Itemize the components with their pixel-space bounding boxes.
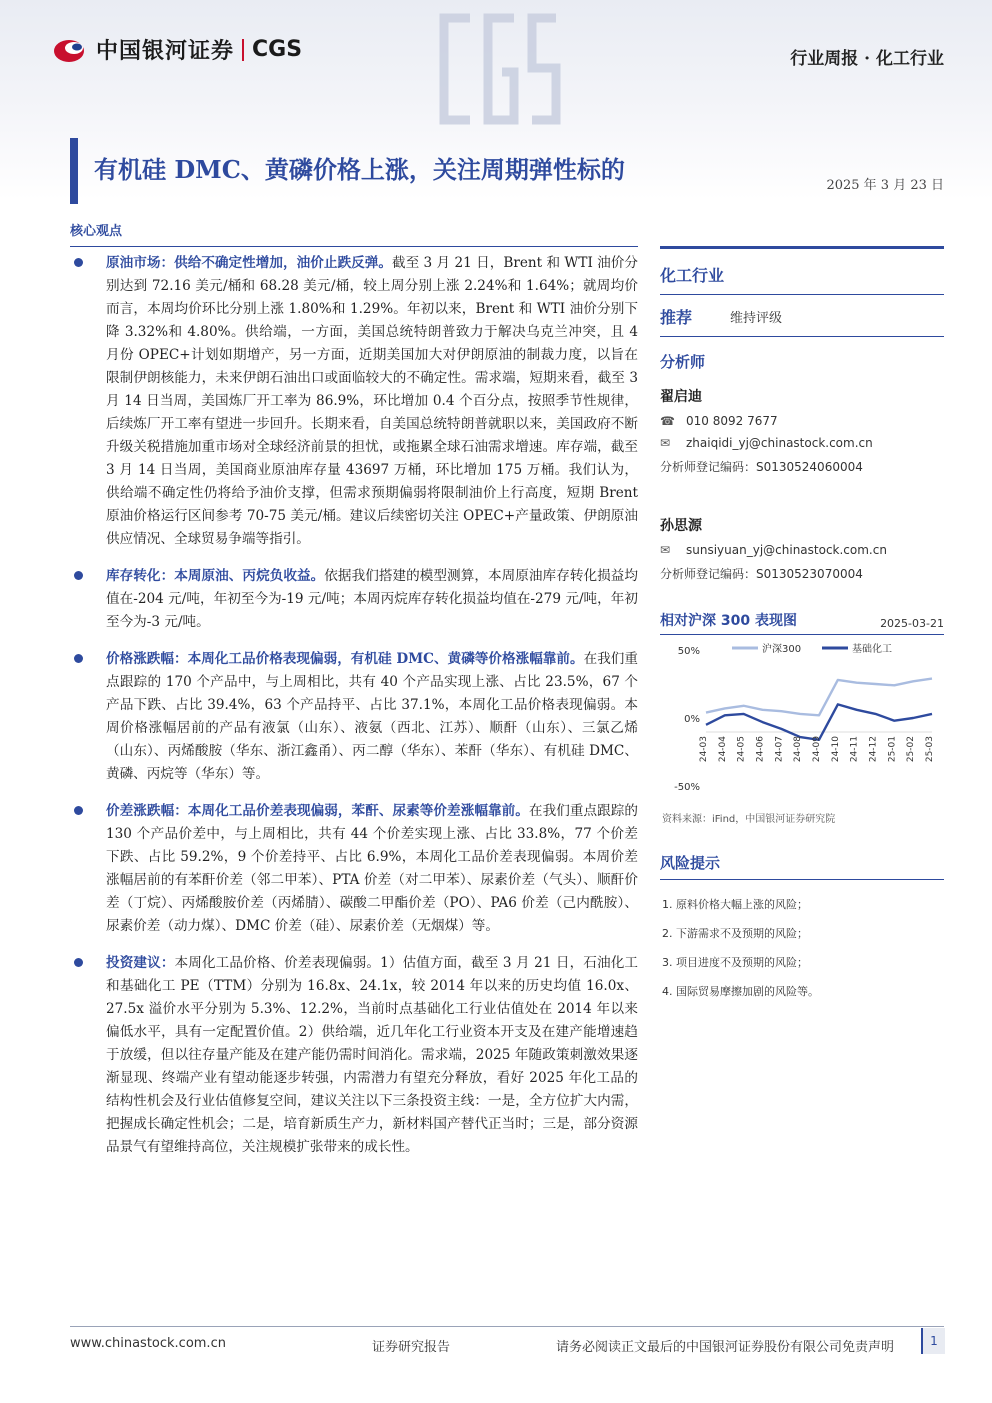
rating-value: 维持评级	[730, 311, 783, 326]
bullet-dot	[74, 571, 83, 580]
sidebar	[660, 246, 944, 582]
bullet-price-change	[70, 648, 638, 786]
x-tick-label: 25-03	[925, 736, 935, 763]
rating-row	[660, 305, 944, 337]
mail-icon: ✉	[660, 436, 671, 450]
risk-heading: 风险提示	[660, 852, 944, 880]
x-tick-label: 24-07	[774, 736, 785, 763]
risk-list	[662, 896, 946, 1012]
mail-icon: ✉	[660, 543, 671, 557]
brand-name-en: CGS	[252, 37, 303, 62]
x-tick-label: 24-05	[736, 736, 747, 763]
divider	[70, 246, 638, 247]
galaxy-logo-icon	[52, 35, 90, 65]
brand-divider	[242, 39, 244, 61]
core-view-list	[70, 252, 638, 1173]
bullet-body: 依据我们搭建的模型测算，本周原油库存转化损益均值在-204 元/吨，年初至今为-19 元/吨；本周丙烷库存转化损益均值在-279 元/吨，年初至今为-3 元/吨。	[106, 568, 639, 630]
risk-item: 3. 项目进度不及预期的风险；	[662, 956, 808, 969]
bullet-head: 原油市场：供给不确定性增加，油价止跌反弹。	[106, 255, 392, 271]
phone-number: 010 8092 7677	[686, 414, 778, 428]
bullet-body: 截至 3 月 21 日，Brent 和 WTI 油价分别达到 72.16 美元/桶和 68.28 美元/桶，较上周分别上涨 2.24%和 1.64%；就周均价而言，本周均价环比分别上涨 1.80%和 1.29%。年初以来，Brent 和 WTI 油价分别下降 3.32%和 4.80%。供给端，一方面，美国总统特朗普致力于解决乌克兰冲突，且 4 月份 OPEC+计划如期增产，另一方面，近期美国加大对伊朗原油的制裁力度，以旨在限制伊朗核能力，未来伊朗石油出口或面临较大的不确定性。需求端，短期来看，截至 3 月 14 日当周，美国炼厂开工率为 86.9%，环比增加 0.4 个百分点，按照季节性规律，后续炼厂开工率有望进一步回升。长期来看，自美国总统特朗普就职以来，美国政府不断升级关税措施加重市场对全球经济前景的担忧，或拖累全球石油需求增速。库存端，截至 3 月 14 日当周，美国商业原油库存量 43697 万桶，环比增加 175 万桶。我们认为，供给端不确定性仍将给予油价支撑，但需求预期偏弱将限制油价上行高度，短期 Brent 原油价格运行区间参考 70-75 美元/桶。建议后续密切关注 OPEC+产量政策、伊朗原油供应情况、全球贸易争端等指引。	[106, 255, 638, 547]
analyst-name: 孙思源	[660, 518, 702, 534]
bullet-body: 在我们重点跟踪的 130 个产品价差中，与上周相比，共有 44 个价差实现上涨、占比 33.8%，77 个价差下跌、占比 59.2%，9 个价差持平、占比 6.9%，本周化工品价差表现偏弱。本周价差涨幅居前的有苯酐价差（邻二甲苯）、PTA 价差（对二甲苯）、尿素价差（气头）、顺酐价差（丁烷）、丙烯酸胺价差（丙烯腈）、碳酸二甲酯价差（PO）、PA6 价差（己内酰胺）、尿素价差（动力煤）、DMC 价差（硅）、尿素价差（无烟煤）等。	[106, 803, 639, 934]
phone-icon: ☎	[660, 414, 675, 428]
x-tick-label: 24-06	[755, 736, 766, 763]
analyst-email[interactable]	[660, 436, 944, 450]
relative-performance-chart	[660, 634, 944, 804]
industry-label: 化工行业	[660, 263, 944, 295]
risk-item: 2. 下游需求不及预期的风险；	[662, 927, 808, 940]
page-number: 1	[921, 1328, 945, 1354]
risk-item: 1. 原料价格大幅上涨的风险；	[662, 898, 808, 911]
analyst-phone	[660, 414, 944, 428]
y-tick-label: 50%	[677, 646, 700, 657]
x-tick-label: 25-01	[887, 736, 898, 763]
rating-label: 推荐	[660, 308, 693, 327]
series-line	[706, 679, 932, 716]
analyst-registration: 分析师登记编码：S0130524060004	[660, 460, 863, 474]
x-tick-label: 24-03	[699, 736, 709, 763]
x-tick-label: 24-09	[812, 736, 822, 763]
x-tick-label: 24-08	[793, 736, 804, 763]
analyst-email[interactable]	[660, 543, 944, 557]
y-tick-label: 0%	[684, 714, 700, 725]
bullet-inventory	[70, 565, 638, 634]
legend-label: 沪深300	[762, 644, 802, 655]
bullet-dot	[74, 654, 83, 663]
x-tick-label: 24-10	[830, 736, 841, 763]
report-date: 2025 年 3 月 23 日	[826, 178, 944, 193]
analyst-heading: 分析师	[660, 353, 706, 371]
risk-item: 4. 国际贸易摩擦加剧的风险等。	[662, 985, 819, 998]
footer-disclaimer: 请务必阅读正文最后的中国银河证券股份有限公司免责声明	[556, 1340, 895, 1355]
footer-doc-type: 证券研究报告	[372, 1340, 451, 1355]
bullet-body: 本周化工品价格、价差表现偏弱。1）估值方面，截至 3 月 21 日，石油化工和基础化工 PE（TTM）分别为 16.8x、24.1x，较 2014 年以来的历史均值 16.0x、27.5x 溢价水平分别为 5.3%、12.2%，当前时点基础化工行业估值处在 2014 年以来偏低水平，具有一定配置价值。2）供给端，近几年化工行业资本开支及在建产能增速趋于放缓，但以往存量产能及在建产能仍需时间消化。需求端，2025 年随政策刺激效果逐渐显现、终端产业有望动能逐步转强，内需潜力有望充分释放，看好 2025 年化工品的结构性机会及行业估值修复空间，建议关注以下三条投资主线：一是，全方位扩大内需，把握成长确定性机会；二是，培育新质生产力，新材料国产替代正当时；三是，部分资源品景气有望维持高位，关注规模扩张带来的成长性。	[106, 955, 638, 1155]
series-line	[706, 704, 932, 739]
chart-header	[660, 610, 944, 635]
sidebar-top-line	[660, 246, 944, 249]
x-tick-label: 24-04	[717, 736, 728, 763]
title-accent-bar	[70, 138, 78, 204]
bullet-head: 价格涨跌幅：本周化工品价格表现偏弱，有机硅 DMC、黄磷等价格涨幅靠前。	[106, 651, 584, 667]
x-tick-label: 24-11	[849, 736, 860, 763]
x-tick-label: 25-02	[906, 736, 917, 763]
bullet-dot	[74, 806, 83, 815]
bullet-head: 库存转化：本周原油、丙烷负收益。	[106, 568, 325, 584]
bullet-body: 在我们重点跟踪的 170 个产品中，与上周相比，共有 40 个产品实现上涨、占比 23.5%，67 个产品下跌、占比 39.4%，63 个产品持平、占比 37.1%，本周化工品价格表现偏弱。本周价格涨幅居前的产品有液氯（山东）、液氨（西北、江苏）、顺酐（山东）、三氯乙烯（山东）、丙烯酸胺（华东、浙江鑫甬）、丙二醇（华东）、苯酐（华东）、有机硅 DMC、黄磷、丙烷等（华东）等。	[106, 651, 639, 782]
email-address[interactable]: sunsiyuan_yj@chinastock.com.cn	[686, 543, 887, 557]
core-view-label: 核心观点	[70, 224, 123, 239]
bullet-dot	[74, 958, 83, 967]
brand-logo[interactable]	[52, 34, 302, 65]
bullet-head: 价差涨跌幅：本周化工品价差表现偏弱，苯酐、尿素等价差涨幅靠前。	[106, 803, 529, 819]
chart-source: 资料来源：iFind，中国银河证券研究院	[662, 814, 836, 825]
cgs-watermark	[432, 8, 562, 130]
report-title: 有机硅 DMC、黄磷价格上涨，关注周期弹性标的	[94, 155, 625, 184]
chart-title: 相对沪深 300 表现图	[660, 613, 797, 629]
chart-date: 2025-03-21	[880, 617, 944, 630]
bullet-investment	[70, 952, 638, 1159]
bullet-dot	[74, 258, 83, 267]
report-type: 行业周报 · 化工行业	[790, 49, 944, 69]
bullet-head: 投资建议：	[106, 955, 175, 971]
x-tick-label: 24-12	[868, 736, 879, 763]
analyst-name: 翟启迪	[660, 389, 702, 405]
brand-name-cn: 中国银河证券	[96, 39, 235, 64]
email-address[interactable]: zhaiqidi_yj@chinastock.com.cn	[686, 436, 873, 450]
footer-website[interactable]: www.chinastock.com.cn	[70, 1336, 226, 1351]
bullet-oil-market	[70, 252, 638, 551]
legend-label: 基础化工	[852, 644, 892, 655]
footer-divider	[70, 1326, 944, 1327]
bullet-spread-change	[70, 800, 638, 938]
y-tick-label: -50%	[674, 782, 700, 793]
analyst-registration: 分析师登记编码：S0130523070004	[660, 567, 863, 581]
